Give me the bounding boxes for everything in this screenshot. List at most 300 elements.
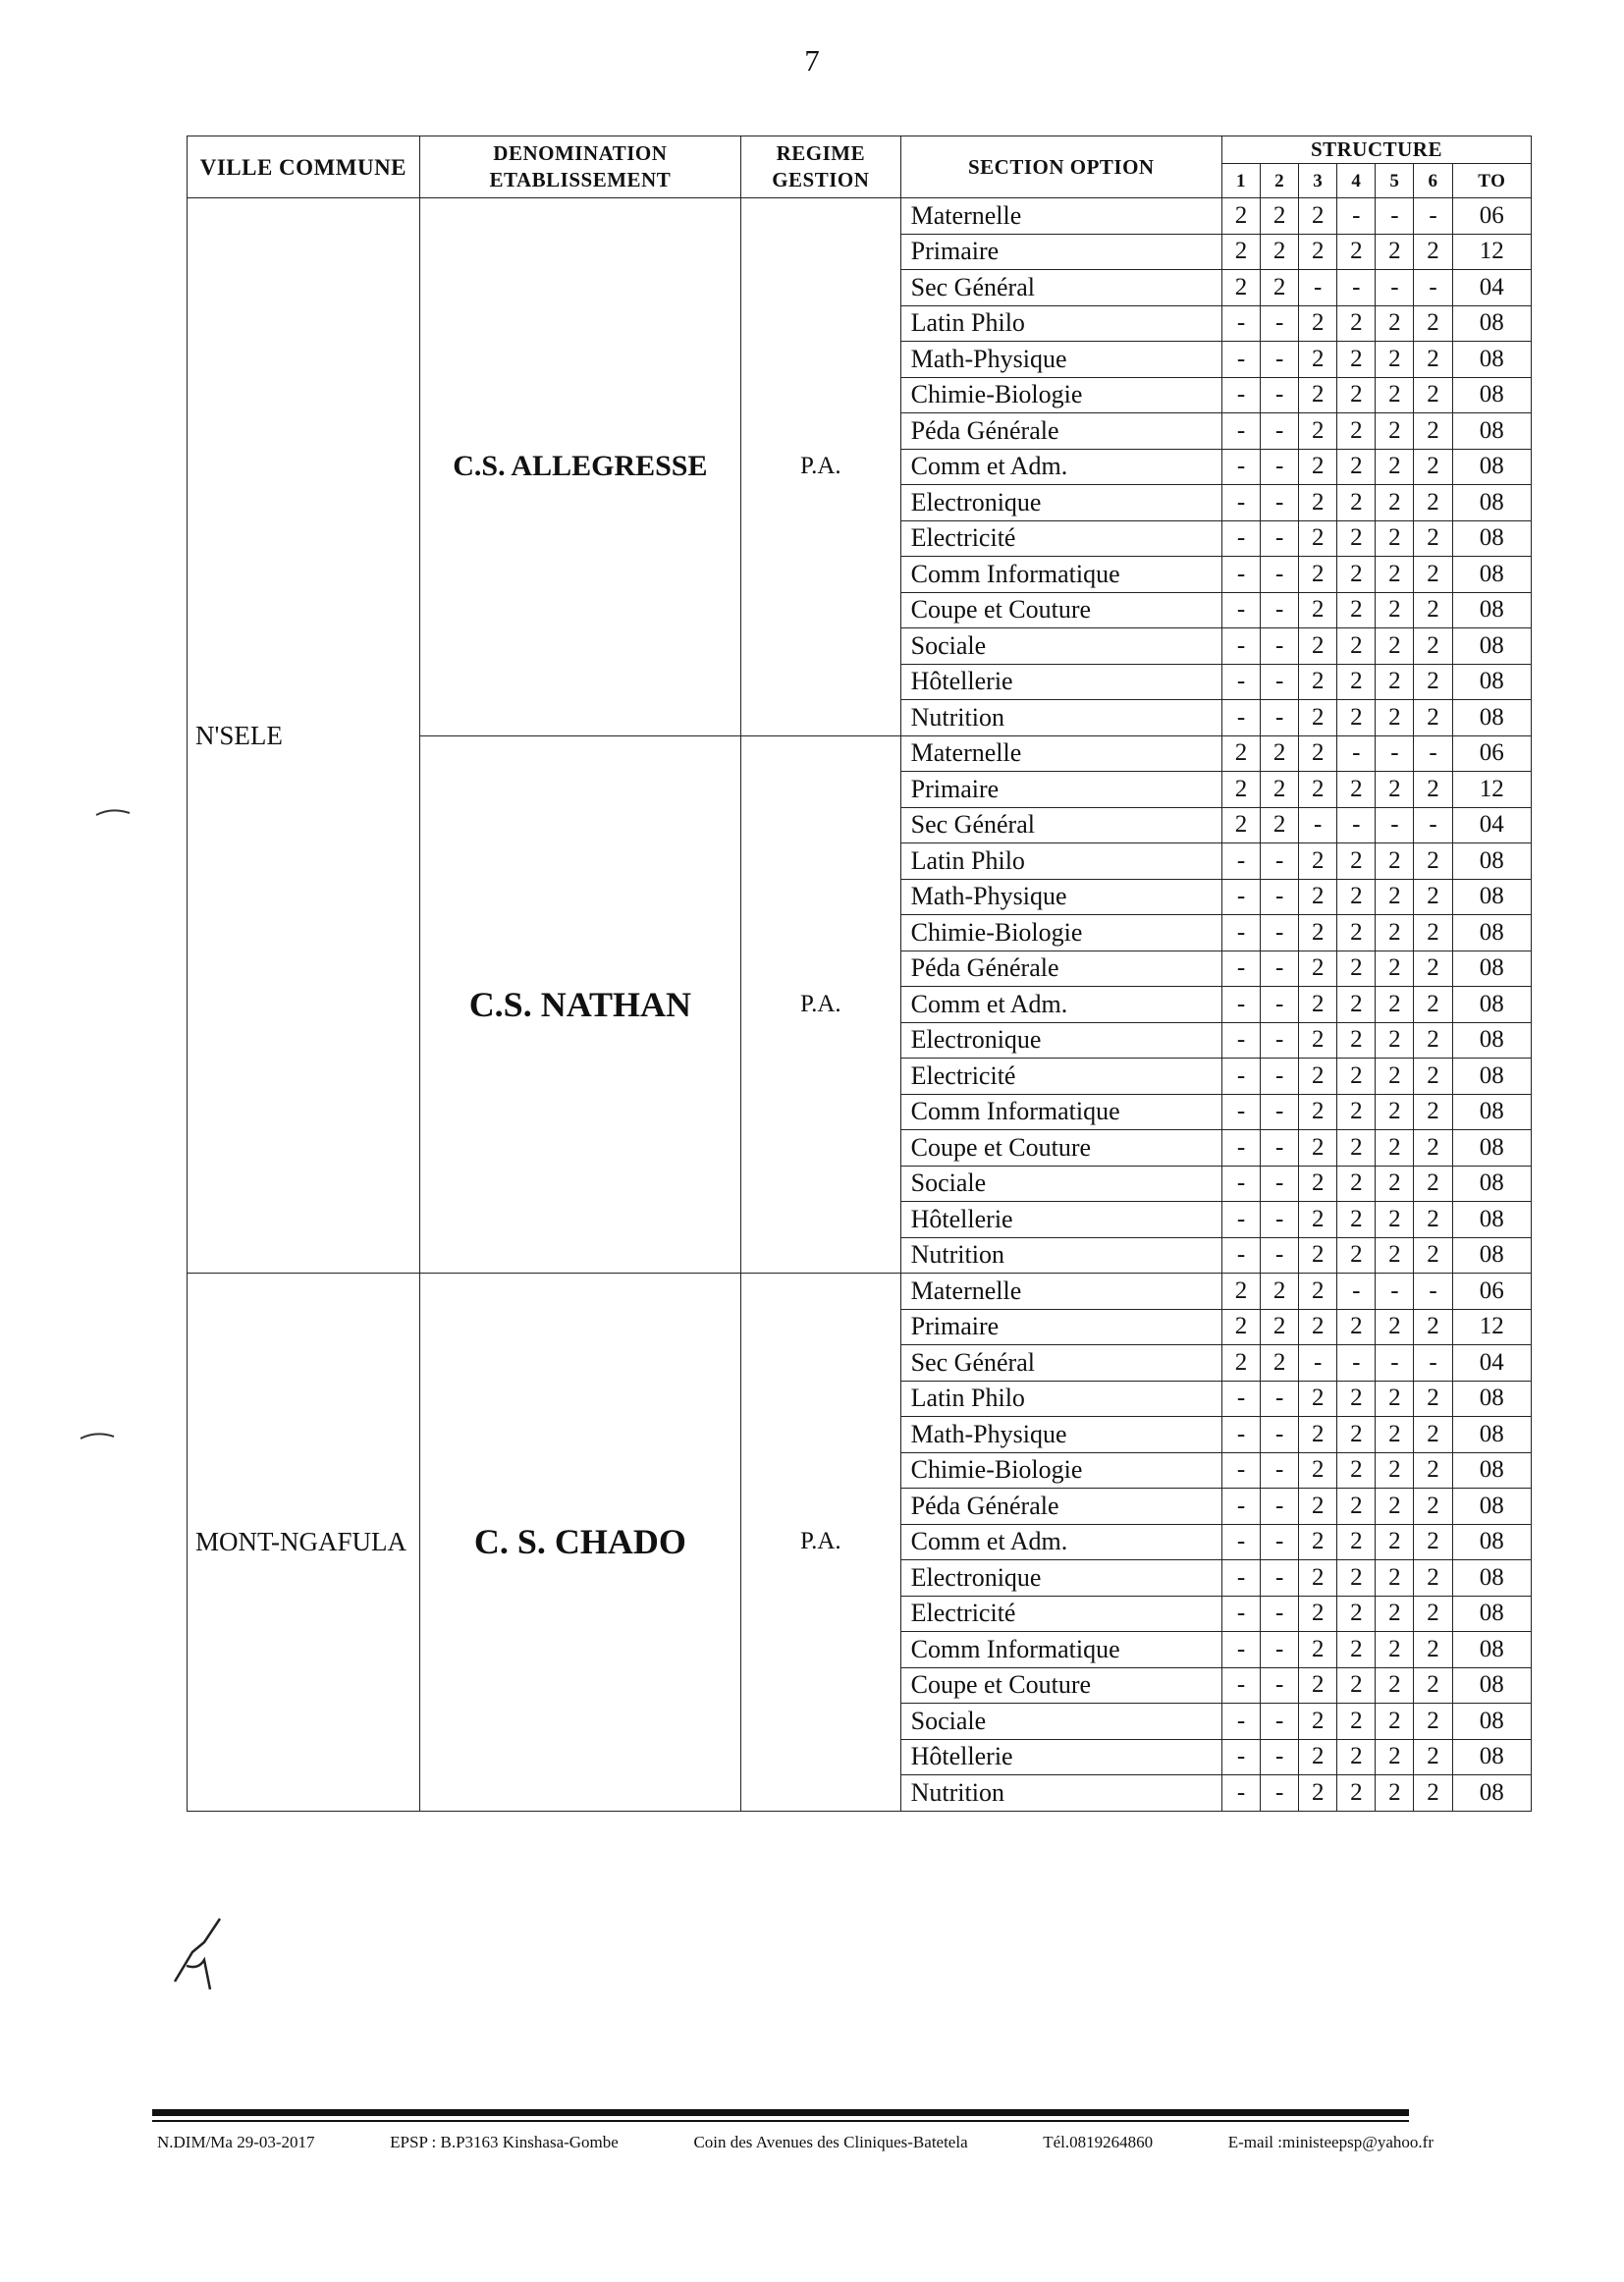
class-count-cell: - — [1221, 1632, 1260, 1668]
regime-cell: P.A. — [741, 1274, 901, 1812]
class-count-cell: 2 — [1414, 1309, 1452, 1345]
class-count-cell: 2 — [1299, 1775, 1337, 1812]
total-cell: 08 — [1452, 664, 1531, 700]
class-count-cell: 2 — [1376, 915, 1414, 951]
class-count-cell: 2 — [1337, 1452, 1376, 1489]
class-count-cell: 2 — [1337, 1130, 1376, 1167]
class-count-cell: 2 — [1337, 592, 1376, 628]
class-count-cell: 2 — [1337, 1202, 1376, 1238]
class-count-cell: 2 — [1337, 1560, 1376, 1597]
class-count-cell: 2 — [1221, 735, 1260, 772]
total-cell: 08 — [1452, 557, 1531, 593]
class-count-cell: 2 — [1299, 1524, 1337, 1560]
header-total: TO — [1452, 164, 1531, 198]
class-count-cell: 2 — [1337, 1489, 1376, 1525]
class-count-cell: 2 — [1299, 1632, 1337, 1668]
header-class-5: 5 — [1376, 164, 1414, 198]
class-count-cell: 2 — [1376, 1667, 1414, 1704]
total-cell: 08 — [1452, 1381, 1531, 1417]
class-count-cell: 2 — [1221, 1274, 1260, 1310]
class-count-cell: - — [1221, 1524, 1260, 1560]
option-cell: Electronique — [900, 1560, 1221, 1597]
header-section-option: SECTION OPTION — [900, 136, 1221, 198]
class-count-cell: - — [1221, 843, 1260, 880]
class-count-cell: - — [1261, 951, 1299, 987]
class-count-cell: - — [1261, 1739, 1299, 1775]
class-count-cell: 2 — [1299, 1452, 1337, 1489]
class-count-cell: 2 — [1337, 413, 1376, 450]
header-regime: REGIME GESTION — [741, 136, 901, 198]
class-count-cell: 2 — [1414, 1381, 1452, 1417]
class-count-cell: - — [1221, 1452, 1260, 1489]
total-cell: 08 — [1452, 1452, 1531, 1489]
class-count-cell: 2 — [1414, 1775, 1452, 1812]
class-count-cell: - — [1261, 1596, 1299, 1632]
header-ville-commune: VILLE COMMUNE — [188, 136, 420, 198]
class-count-cell: 2 — [1337, 1166, 1376, 1202]
total-cell: 08 — [1452, 1667, 1531, 1704]
total-cell: 08 — [1452, 951, 1531, 987]
class-count-cell: - — [1221, 305, 1260, 342]
class-count-cell: - — [1337, 270, 1376, 306]
class-count-cell: - — [1261, 628, 1299, 665]
class-count-cell: 2 — [1221, 807, 1260, 843]
total-cell: 08 — [1452, 485, 1531, 521]
class-count-cell: 2 — [1414, 951, 1452, 987]
class-count-cell: 2 — [1299, 628, 1337, 665]
class-count-cell: 2 — [1414, 592, 1452, 628]
schools-table — [187, 136, 1532, 1812]
class-count-cell: 2 — [1221, 1345, 1260, 1382]
class-count-cell: 2 — [1337, 951, 1376, 987]
total-cell: 06 — [1452, 198, 1531, 235]
option-cell: Primaire — [900, 772, 1221, 808]
option-cell: Nutrition — [900, 700, 1221, 736]
class-count-cell: - — [1376, 807, 1414, 843]
table-row — [188, 198, 1532, 235]
class-count-cell: 2 — [1414, 915, 1452, 951]
class-count-cell: - — [1261, 1667, 1299, 1704]
option-cell: Electricité — [900, 1596, 1221, 1632]
class-count-cell: 2 — [1299, 1704, 1337, 1740]
option-cell: Comm et Adm. — [900, 987, 1221, 1023]
class-count-cell: - — [1221, 1022, 1260, 1059]
class-count-cell: 2 — [1414, 557, 1452, 593]
class-count-cell: 2 — [1376, 1309, 1414, 1345]
option-cell: Sec Général — [900, 270, 1221, 306]
class-count-cell: 2 — [1299, 485, 1337, 521]
header-class-1: 1 — [1221, 164, 1260, 198]
class-count-cell: - — [1261, 1489, 1299, 1525]
footer-location: Coin des Avenues des Cliniques-Batetela — [693, 2133, 968, 2151]
class-count-cell: - — [1337, 1345, 1376, 1382]
class-count-cell: - — [1221, 592, 1260, 628]
option-cell: Péda Générale — [900, 951, 1221, 987]
class-count-cell: 2 — [1261, 198, 1299, 235]
option-cell: Coupe et Couture — [900, 592, 1221, 628]
class-count-cell: 2 — [1414, 1524, 1452, 1560]
school-name-cell: C.S. ALLEGRESSE — [419, 198, 740, 736]
class-count-cell: 2 — [1337, 1667, 1376, 1704]
class-count-cell: 2 — [1376, 772, 1414, 808]
class-count-cell: - — [1376, 1345, 1414, 1382]
class-count-cell: 2 — [1414, 879, 1452, 915]
margin-mark-icon — [79, 1429, 118, 1442]
class-count-cell: 2 — [1376, 879, 1414, 915]
class-count-cell: - — [1221, 413, 1260, 450]
class-count-cell: - — [1414, 807, 1452, 843]
option-cell: Sec Général — [900, 807, 1221, 843]
class-count-cell: - — [1261, 485, 1299, 521]
class-count-cell: 2 — [1299, 1130, 1337, 1167]
table-body — [188, 198, 1532, 1812]
class-count-cell: 2 — [1414, 1596, 1452, 1632]
class-count-cell: 2 — [1414, 1166, 1452, 1202]
table-header-row — [188, 136, 1532, 164]
class-count-cell: - — [1299, 270, 1337, 306]
total-cell: 04 — [1452, 807, 1531, 843]
total-cell: 08 — [1452, 1704, 1531, 1740]
class-count-cell: 2 — [1299, 1667, 1337, 1704]
header-class-2: 2 — [1261, 164, 1299, 198]
footer-phone: Tél.0819264860 — [1043, 2133, 1154, 2151]
class-count-cell: 2 — [1414, 1667, 1452, 1704]
class-count-cell: - — [1221, 557, 1260, 593]
class-count-cell: - — [1221, 520, 1260, 557]
total-cell: 08 — [1452, 700, 1531, 736]
total-cell: 08 — [1452, 915, 1531, 951]
class-count-cell: 2 — [1414, 1632, 1452, 1668]
class-count-cell: 2 — [1299, 987, 1337, 1023]
class-count-cell: - — [1221, 342, 1260, 378]
total-cell: 08 — [1452, 1202, 1531, 1238]
commune-cell: MONT-NGAFULA — [188, 1274, 420, 1812]
class-count-cell: 2 — [1299, 520, 1337, 557]
class-count-cell: - — [1261, 1381, 1299, 1417]
class-count-cell: 2 — [1337, 305, 1376, 342]
class-count-cell: 2 — [1337, 557, 1376, 593]
class-count-cell: 2 — [1299, 413, 1337, 450]
option-cell: Hôtellerie — [900, 1739, 1221, 1775]
class-count-cell: - — [1261, 557, 1299, 593]
regime-cell: P.A. — [741, 198, 901, 736]
class-count-cell: - — [1337, 198, 1376, 235]
total-cell: 08 — [1452, 987, 1531, 1023]
footer-address: EPSP : B.P3163 Kinshasa-Gombe — [390, 2133, 619, 2151]
class-count-cell: 2 — [1337, 987, 1376, 1023]
class-count-cell: - — [1221, 951, 1260, 987]
class-count-cell: 2 — [1299, 1596, 1337, 1632]
class-count-cell: 2 — [1299, 664, 1337, 700]
class-count-cell: - — [1221, 1489, 1260, 1525]
option-cell: Math-Physique — [900, 879, 1221, 915]
total-cell: 04 — [1452, 270, 1531, 306]
class-count-cell: 2 — [1376, 305, 1414, 342]
header-class-3: 3 — [1299, 164, 1337, 198]
class-count-cell: 2 — [1299, 305, 1337, 342]
class-count-cell: - — [1261, 700, 1299, 736]
total-cell: 08 — [1452, 843, 1531, 880]
total-cell: 08 — [1452, 449, 1531, 485]
option-cell: Coupe et Couture — [900, 1667, 1221, 1704]
class-count-cell: 2 — [1376, 843, 1414, 880]
total-cell: 08 — [1452, 1094, 1531, 1130]
header-structure: STRUCTURE — [1221, 136, 1531, 164]
total-cell: 08 — [1452, 628, 1531, 665]
class-count-cell: 2 — [1414, 485, 1452, 521]
class-count-cell: 2 — [1414, 1489, 1452, 1525]
class-count-cell: 2 — [1414, 1237, 1452, 1274]
class-count-cell: 2 — [1261, 735, 1299, 772]
option-cell: Péda Générale — [900, 1489, 1221, 1525]
class-count-cell: 2 — [1299, 1560, 1337, 1597]
class-count-cell: 2 — [1376, 987, 1414, 1023]
class-count-cell: - — [1221, 1739, 1260, 1775]
class-count-cell: 2 — [1414, 305, 1452, 342]
class-count-cell: 2 — [1376, 592, 1414, 628]
option-cell: Sec Général — [900, 1345, 1221, 1382]
class-count-cell: - — [1221, 664, 1260, 700]
margin-mark-icon — [94, 805, 134, 819]
header-denomination: DENOMINATION ETABLISSEMENT — [419, 136, 740, 198]
header-class-4: 4 — [1337, 164, 1376, 198]
class-count-cell: 2 — [1337, 664, 1376, 700]
class-count-cell: 2 — [1414, 342, 1452, 378]
total-cell: 08 — [1452, 1560, 1531, 1597]
class-count-cell: 2 — [1376, 1202, 1414, 1238]
option-cell: Hôtellerie — [900, 1202, 1221, 1238]
class-count-cell: 2 — [1376, 1560, 1414, 1597]
class-count-cell: 2 — [1414, 520, 1452, 557]
class-count-cell: 2 — [1337, 1632, 1376, 1668]
class-count-cell: 2 — [1376, 234, 1414, 270]
class-count-cell: - — [1221, 1417, 1260, 1453]
class-count-cell: 2 — [1337, 1237, 1376, 1274]
class-count-cell: 2 — [1376, 1704, 1414, 1740]
option-cell: Chimie-Biologie — [900, 915, 1221, 951]
class-count-cell: - — [1221, 377, 1260, 413]
class-count-cell: - — [1261, 843, 1299, 880]
class-count-cell: - — [1261, 1022, 1299, 1059]
class-count-cell: 2 — [1414, 1094, 1452, 1130]
class-count-cell: 2 — [1299, 592, 1337, 628]
class-count-cell: 2 — [1337, 628, 1376, 665]
class-count-cell: 2 — [1414, 1560, 1452, 1597]
class-count-cell: - — [1261, 1417, 1299, 1453]
total-cell: 08 — [1452, 592, 1531, 628]
total-cell: 06 — [1452, 1274, 1531, 1310]
class-count-cell: 2 — [1376, 1524, 1414, 1560]
footer-ref: N.DIM/Ma 29-03-2017 — [157, 2133, 315, 2151]
option-cell: Maternelle — [900, 1274, 1221, 1310]
option-cell: Chimie-Biologie — [900, 377, 1221, 413]
class-count-cell: - — [1221, 1667, 1260, 1704]
class-count-cell: - — [1261, 1130, 1299, 1167]
class-count-cell: 2 — [1376, 342, 1414, 378]
class-count-cell: 2 — [1376, 1022, 1414, 1059]
option-cell: Comm Informatique — [900, 557, 1221, 593]
total-cell: 08 — [1452, 520, 1531, 557]
class-count-cell: 2 — [1299, 879, 1337, 915]
class-count-cell: - — [1299, 1345, 1337, 1382]
class-count-cell: 2 — [1376, 1166, 1414, 1202]
total-cell: 08 — [1452, 1237, 1531, 1274]
class-count-cell: 2 — [1337, 1381, 1376, 1417]
class-count-cell: 2 — [1337, 377, 1376, 413]
option-cell: Latin Philo — [900, 843, 1221, 880]
class-count-cell: - — [1261, 1202, 1299, 1238]
option-cell: Latin Philo — [900, 305, 1221, 342]
class-count-cell: - — [1221, 628, 1260, 665]
class-count-cell: - — [1221, 449, 1260, 485]
class-count-cell: - — [1221, 1094, 1260, 1130]
option-cell: Maternelle — [900, 735, 1221, 772]
class-count-cell: - — [1261, 413, 1299, 450]
class-count-cell: - — [1261, 342, 1299, 378]
class-count-cell: 2 — [1414, 843, 1452, 880]
class-count-cell: 2 — [1299, 1202, 1337, 1238]
class-count-cell: 2 — [1376, 628, 1414, 665]
class-count-cell: 2 — [1337, 1775, 1376, 1812]
total-cell: 08 — [1452, 1596, 1531, 1632]
class-count-cell: - — [1261, 1059, 1299, 1095]
class-count-cell: 2 — [1376, 1059, 1414, 1095]
class-count-cell: - — [1376, 1274, 1414, 1310]
class-count-cell: 2 — [1299, 1059, 1337, 1095]
option-cell: Coupe et Couture — [900, 1130, 1221, 1167]
class-count-cell: 2 — [1376, 1489, 1414, 1525]
class-count-cell: 2 — [1299, 198, 1337, 235]
class-count-cell: - — [1261, 377, 1299, 413]
class-count-cell: - — [1414, 735, 1452, 772]
total-cell: 08 — [1452, 1739, 1531, 1775]
class-count-cell: - — [1221, 1560, 1260, 1597]
class-count-cell: 2 — [1337, 915, 1376, 951]
class-count-cell: 2 — [1414, 664, 1452, 700]
class-count-cell: - — [1414, 198, 1452, 235]
class-count-cell: 2 — [1414, 1704, 1452, 1740]
class-count-cell: 2 — [1337, 449, 1376, 485]
option-cell: Sociale — [900, 1704, 1221, 1740]
class-count-cell: - — [1337, 735, 1376, 772]
option-cell: Nutrition — [900, 1775, 1221, 1812]
class-count-cell: 2 — [1261, 772, 1299, 808]
class-count-cell: 2 — [1414, 1130, 1452, 1167]
option-cell: Sociale — [900, 628, 1221, 665]
total-cell: 12 — [1452, 772, 1531, 808]
class-count-cell: - — [1261, 664, 1299, 700]
class-count-cell: 2 — [1221, 772, 1260, 808]
class-count-cell: 2 — [1376, 1381, 1414, 1417]
class-count-cell: 2 — [1376, 377, 1414, 413]
class-count-cell: 2 — [1376, 700, 1414, 736]
option-cell: Comm et Adm. — [900, 449, 1221, 485]
class-count-cell: - — [1221, 915, 1260, 951]
class-count-cell: 2 — [1299, 915, 1337, 951]
school-name-cell: C. S. CHADO — [419, 1274, 740, 1812]
option-cell: Sociale — [900, 1166, 1221, 1202]
class-count-cell: - — [1221, 485, 1260, 521]
class-count-cell: 2 — [1414, 413, 1452, 450]
class-count-cell: - — [1376, 198, 1414, 235]
class-count-cell: - — [1221, 1237, 1260, 1274]
total-cell: 08 — [1452, 377, 1531, 413]
class-count-cell: - — [1261, 1524, 1299, 1560]
class-count-cell: 2 — [1376, 1094, 1414, 1130]
class-count-cell: 2 — [1376, 1775, 1414, 1812]
option-cell: Comm Informatique — [900, 1094, 1221, 1130]
footer-rule — [152, 2109, 1409, 2116]
class-count-cell: 2 — [1299, 557, 1337, 593]
class-count-cell: 2 — [1337, 342, 1376, 378]
option-cell: Electronique — [900, 1022, 1221, 1059]
class-count-cell: 2 — [1376, 1739, 1414, 1775]
class-count-cell: - — [1261, 1775, 1299, 1812]
initials-signature-icon — [165, 1913, 244, 1991]
class-count-cell: 2 — [1299, 1381, 1337, 1417]
class-count-cell: 2 — [1337, 843, 1376, 880]
option-cell: Péda Générale — [900, 413, 1221, 450]
class-count-cell: 2 — [1261, 1345, 1299, 1382]
class-count-cell: 2 — [1414, 1739, 1452, 1775]
school-name-cell: C.S. NATHAN — [419, 735, 740, 1274]
class-count-cell: - — [1221, 879, 1260, 915]
total-cell: 08 — [1452, 1130, 1531, 1167]
class-count-cell: 2 — [1376, 951, 1414, 987]
class-count-cell: - — [1414, 270, 1452, 306]
class-count-cell: 2 — [1337, 1739, 1376, 1775]
class-count-cell: - — [1261, 1632, 1299, 1668]
class-count-cell: 2 — [1337, 520, 1376, 557]
option-cell: Primaire — [900, 234, 1221, 270]
class-count-cell: - — [1337, 1274, 1376, 1310]
class-count-cell: 2 — [1299, 449, 1337, 485]
footer-rule-thin — [152, 2120, 1409, 2122]
footer — [157, 2133, 1434, 2152]
class-count-cell: 2 — [1337, 1309, 1376, 1345]
option-cell: Maternelle — [900, 198, 1221, 235]
class-count-cell: - — [1261, 449, 1299, 485]
class-count-cell: 2 — [1299, 377, 1337, 413]
total-cell: 08 — [1452, 305, 1531, 342]
class-count-cell: - — [1261, 305, 1299, 342]
class-count-cell: 2 — [1337, 772, 1376, 808]
class-count-cell: 2 — [1414, 987, 1452, 1023]
class-count-cell: - — [1261, 1094, 1299, 1130]
class-count-cell: - — [1376, 270, 1414, 306]
option-cell: Electricité — [900, 520, 1221, 557]
class-count-cell: 2 — [1337, 234, 1376, 270]
class-count-cell: 2 — [1376, 1417, 1414, 1453]
class-count-cell: 2 — [1414, 234, 1452, 270]
class-count-cell: 2 — [1376, 1237, 1414, 1274]
total-cell: 08 — [1452, 413, 1531, 450]
class-count-cell: - — [1414, 1274, 1452, 1310]
class-count-cell: 2 — [1337, 1094, 1376, 1130]
class-count-cell: 2 — [1414, 772, 1452, 808]
total-cell: 08 — [1452, 342, 1531, 378]
page-number: 7 — [804, 43, 820, 78]
table-row — [188, 1274, 1532, 1310]
option-cell: Chimie-Biologie — [900, 1452, 1221, 1489]
option-cell: Comm Informatique — [900, 1632, 1221, 1668]
class-count-cell: 2 — [1376, 485, 1414, 521]
total-cell: 08 — [1452, 1775, 1531, 1812]
total-cell: 08 — [1452, 1417, 1531, 1453]
class-count-cell: 2 — [1376, 1632, 1414, 1668]
class-count-cell: 2 — [1337, 1022, 1376, 1059]
class-count-cell: 2 — [1337, 1524, 1376, 1560]
